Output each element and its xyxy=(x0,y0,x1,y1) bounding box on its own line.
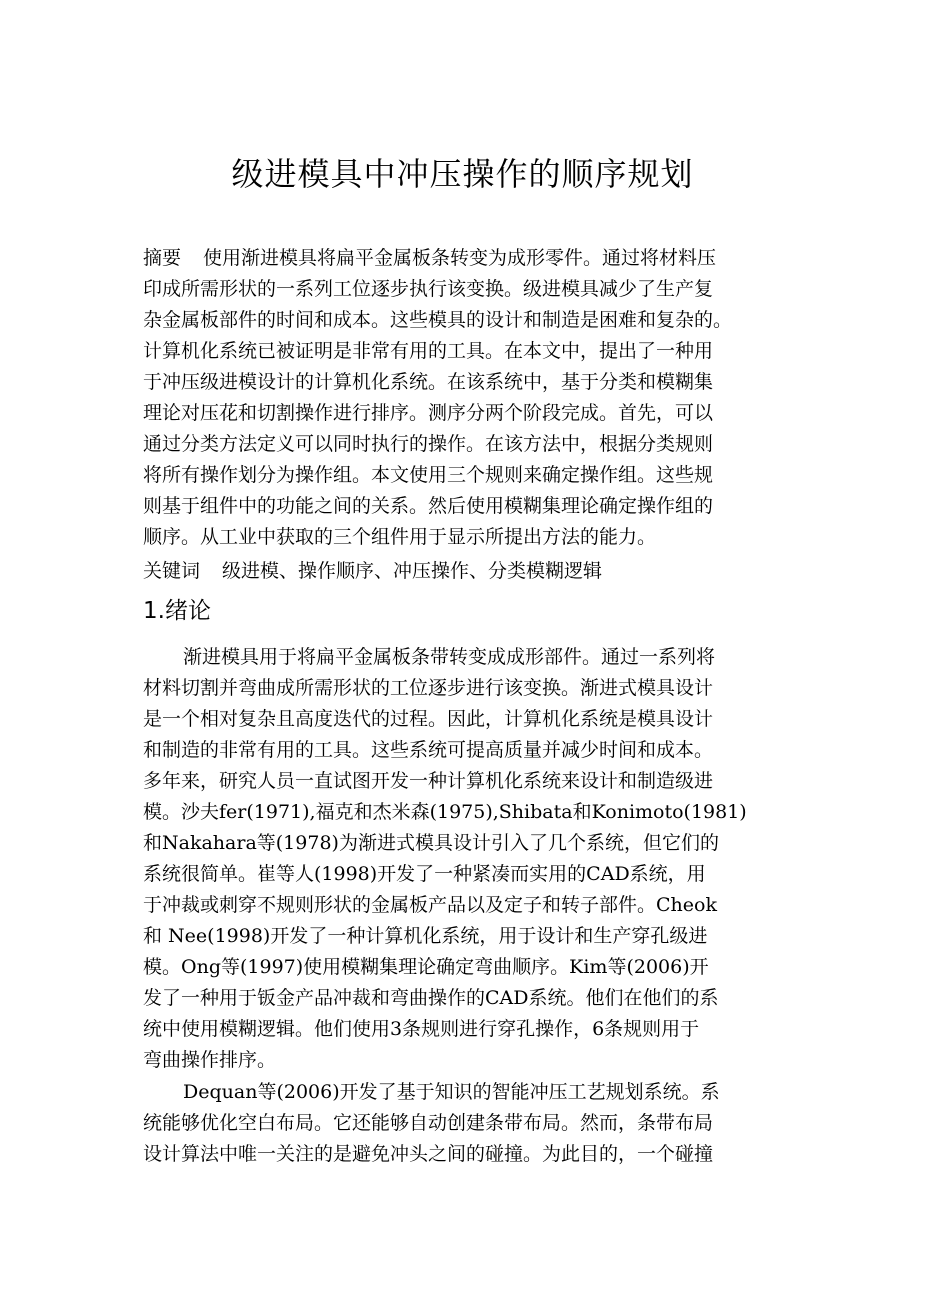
paragraph-line: 于冲裁或刺穿不规则形状的金属板产品以及定子和转子部件。Cheok xyxy=(143,894,717,916)
paragraph-line: 渐进模具用于将扁平金属板条带转变成成形部件。通过一系列将 xyxy=(183,646,716,668)
paragraph-line: 多年来，研究人员一直试图开发一种计算机化系统来设计和制造级进 xyxy=(143,770,714,792)
paragraph-line: 统中使用模糊逻辑。他们使用3条规则进行穿孔操作，6条规则用于 xyxy=(143,1018,700,1040)
paragraph-line: 和 Nee(1998)开发了一种计算机化系统，用于设计和生产穿孔级进 xyxy=(143,925,708,947)
abstract-label: 摘要 xyxy=(143,247,182,269)
paragraph-line: 模。沙夫fer(1971),福克和杰米森(1975),Shibata和Konimoto(1981) xyxy=(143,801,747,823)
abstract-line: 将所有操作划分为操作组。本文使用三个规则来确定操作组。这些规 xyxy=(143,464,714,486)
section-heading: 1.绪论 xyxy=(143,598,211,624)
abstract-line: 顺序。从工业中获取的三个组件用于显示所提出方法的能力。 xyxy=(143,526,657,548)
abstract-text: 使用渐进模具将扁平金属板条转变为成形零件。通过将材料压 xyxy=(203,247,717,269)
paragraph-line: 和制造的非常有用的工具。这些系统可提高质量并减少时间和成本。 xyxy=(143,739,714,761)
abstract-line xyxy=(143,244,793,272)
abstract-line: 杂金属板部件的时间和成本。这些模具的设计和制造是困难和复杂的。 xyxy=(143,309,733,331)
abstract-line: 于冲压级进模设计的计算机化系统。在该系统中，基于分类和模糊集 xyxy=(143,371,714,393)
abstract-line: 印成所需形状的一系列工位逐步执行该变换。级进模具减少了生产复 xyxy=(143,278,714,300)
paragraph-line: 是一个相对复杂且高度迭代的过程。因此，计算机化系统是模具设计 xyxy=(143,708,714,730)
paragraph-line: 弯曲操作排序。 xyxy=(143,1049,277,1071)
paragraph-line: 模。Ong等(1997)使用模糊集理论确定弯曲顺序。Kim等(2006)开 xyxy=(143,956,709,978)
paragraph-line: 系统很简单。崔等人(1998)开发了一种紧凑而实用的CAD系统，用 xyxy=(143,863,706,885)
keywords-label: 关键词 xyxy=(143,560,201,582)
keywords-text: 级进模、操作顺序、冲压操作、分类模糊逻辑 xyxy=(222,560,603,582)
paragraph-line: 材料切割并弯曲成所需形状的工位逐步进行该变换。渐进式模具设计 xyxy=(143,677,714,699)
paragraph-line: 和Nakahara等(1978)为渐进式模具设计引入了几个系统，但它们的 xyxy=(143,832,719,854)
keywords-line xyxy=(143,557,793,585)
abstract-line: 计算机化系统已被证明是非常有用的工具。在本文中，提出了一种用 xyxy=(143,340,714,362)
paragraph-line: 统能够优化空白布局。它还能够自动创建条带布局。然而，条带布局 xyxy=(143,1112,714,1134)
abstract-line: 理论对压花和切割操作进行排序。测序分两个阶段完成。首先，可以 xyxy=(143,402,714,424)
paper-title: 级进模具中冲压操作的顺序规划 xyxy=(231,155,694,193)
abstract-line: 则基于组件中的功能之间的关系。然后使用模糊集理论确定操作组的 xyxy=(143,495,714,517)
paragraph-line: Dequan等(2006)开发了基于知识的智能冲压工艺规划系统。系 xyxy=(183,1081,720,1103)
paragraph-line: 设计算法中唯一关注的是避免冲头之间的碰撞。为此目的，一个碰撞 xyxy=(143,1143,714,1165)
paragraph-line: 发了一种用于钣金产品冲裁和弯曲操作的CAD系统。他们在他们的系 xyxy=(143,987,719,1009)
abstract-line: 通过分类方法定义可以同时执行的操作。在该方法中，根据分类规则 xyxy=(143,433,714,455)
